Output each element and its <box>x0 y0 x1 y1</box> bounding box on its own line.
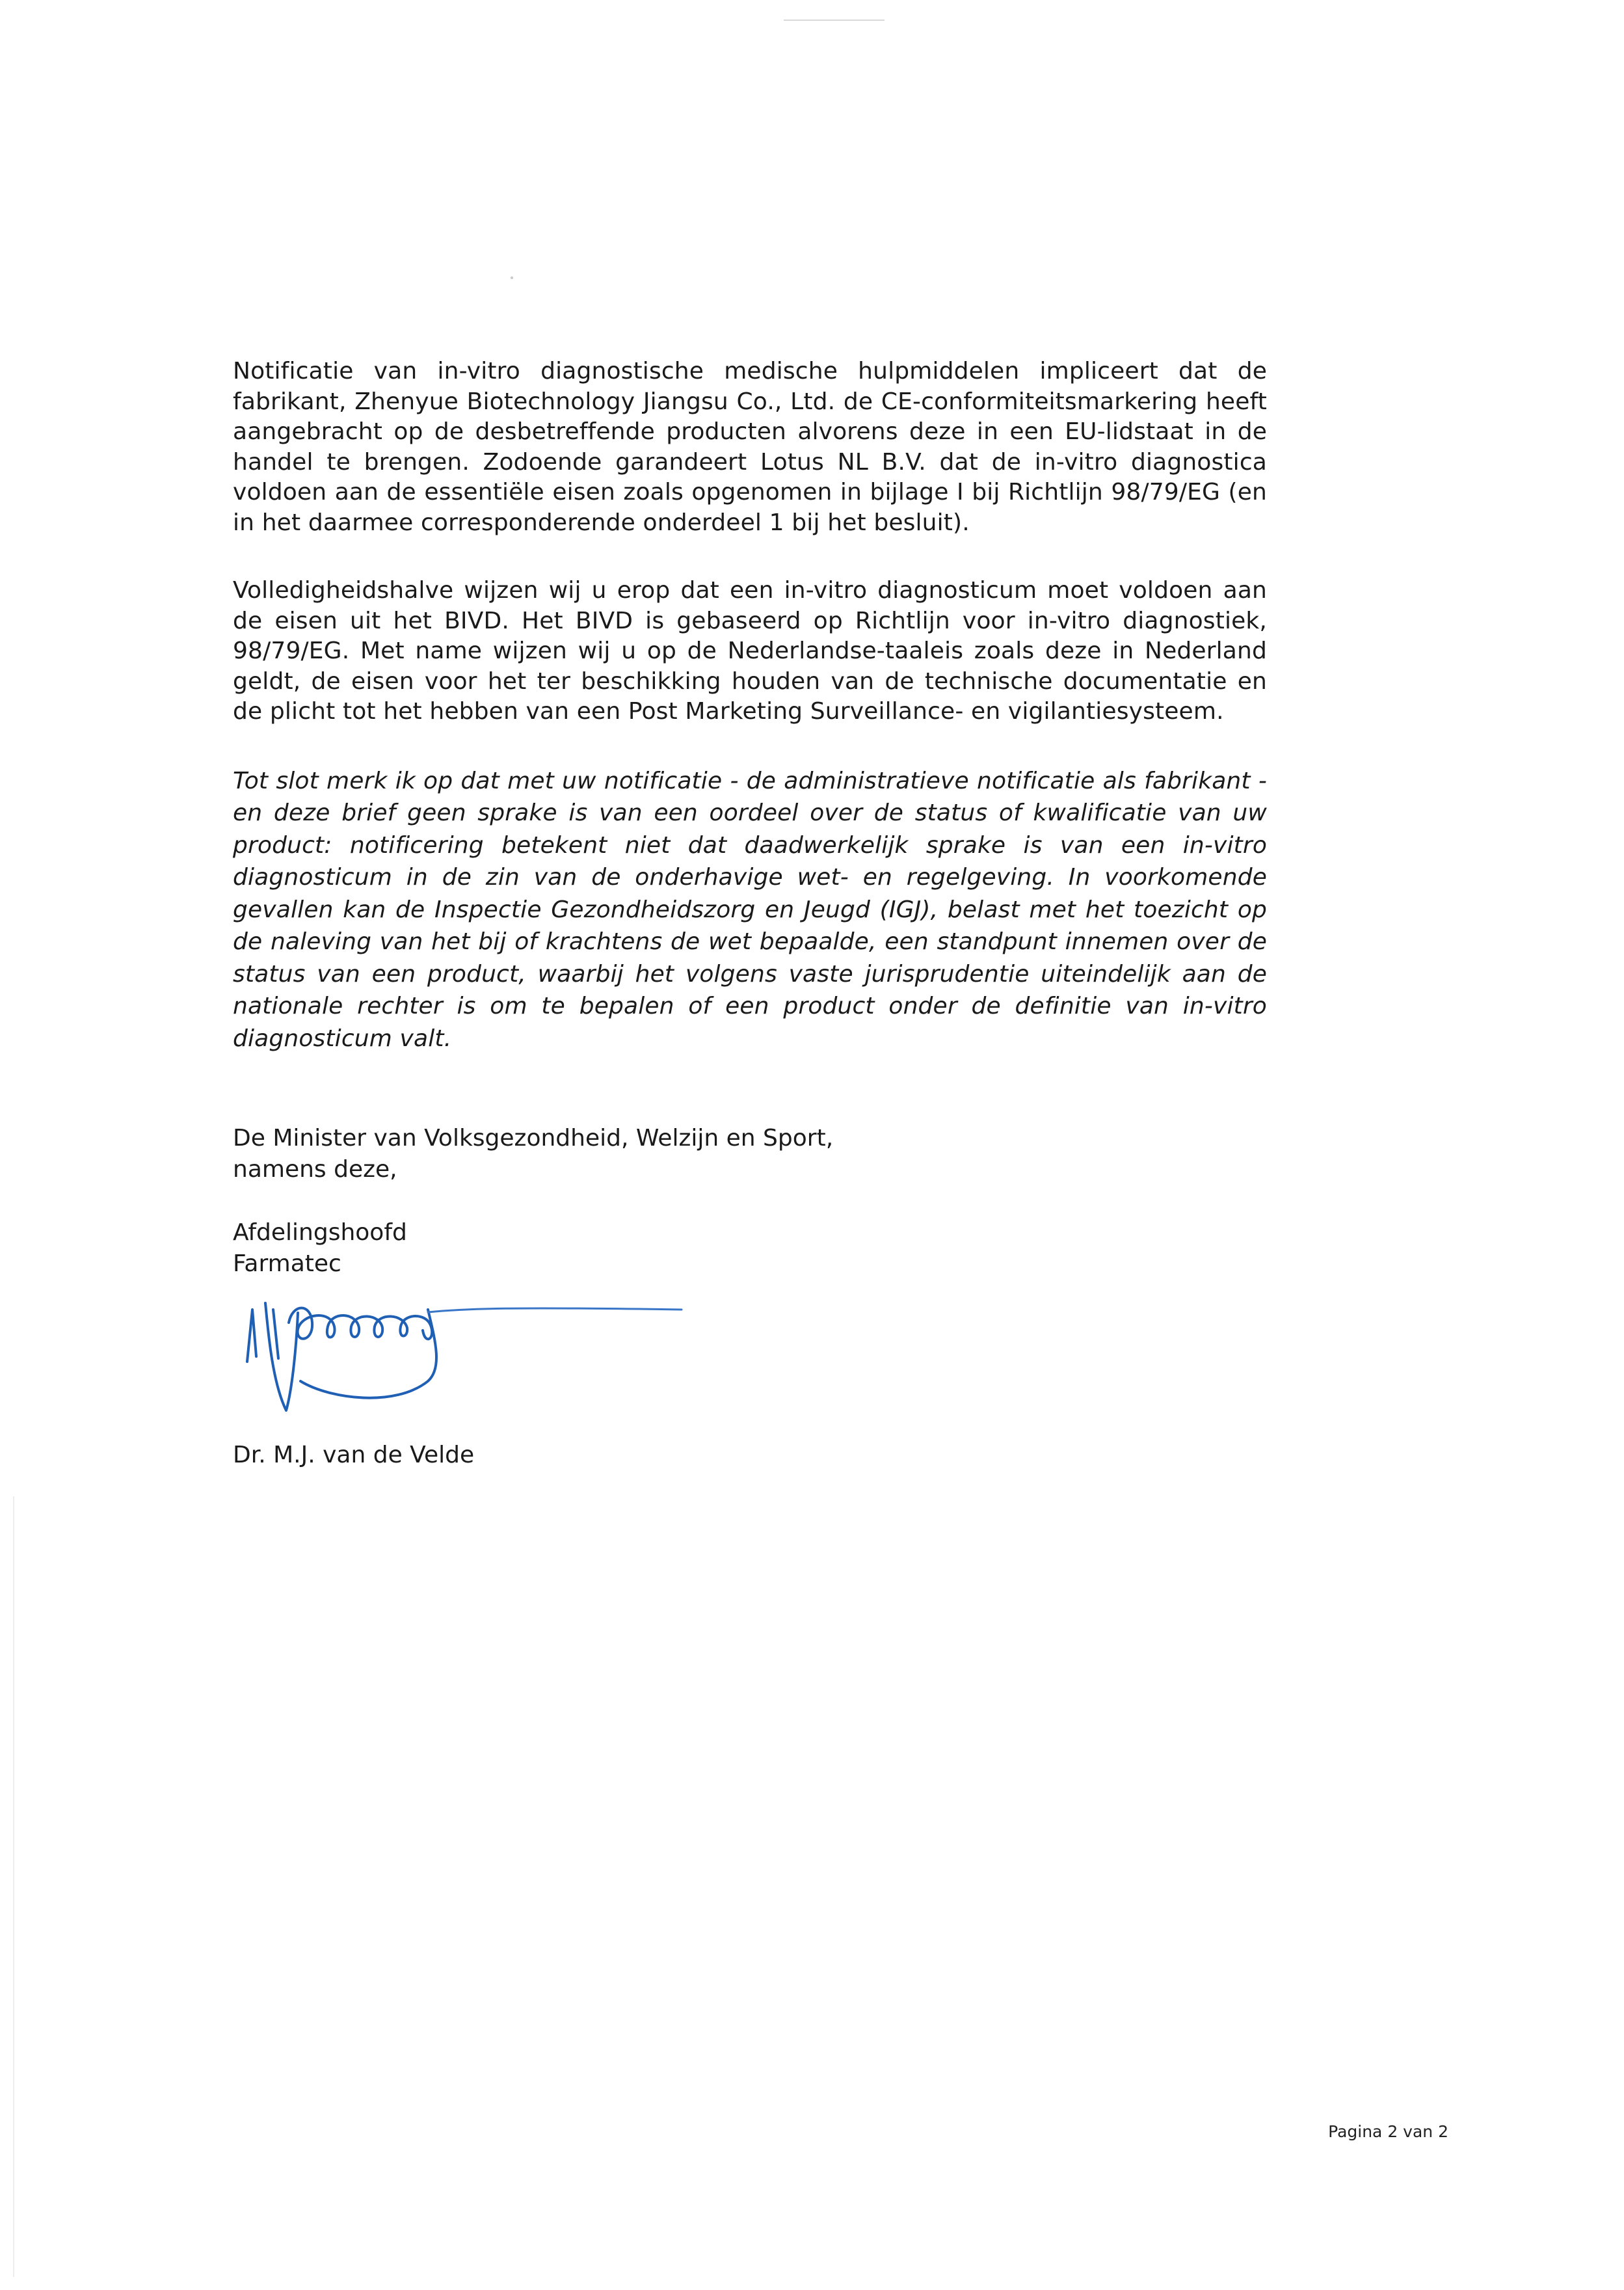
minister-line: De Minister van Volksgezondheid, Welzijn en Sport, <box>233 1125 834 1152</box>
signer-title: Afdelingshoofd <box>233 1219 407 1246</box>
letter-content <box>233 357 1267 1471</box>
signer-unit: Farmatec <box>233 1250 341 1277</box>
scan-artifact-dot <box>511 276 513 279</box>
paragraph-notification: Notificatie van in-vitro diagnostische medische hulpmiddelen impliceert dat de fabrikant, Zhenyue Biotechnology Jiangsu Co., Ltd. de CE-conformiteitsmarkering heeft aangebracht op de desbetreffende producten alvorens deze in een EU-lidstaat in de handel te brengen. Zodoende garandeert Lotus NL B.V. dat de in-vitro diagnostica voldoen aan de essentiële eisen zoals opgenomen in bijlage I bij Richtlijn 98/79/EG (en in het daarmee corresponderende onderdeel 1 bij het besluit). <box>233 358 1267 536</box>
signer-department <box>233 1217 1267 1280</box>
signer-name: Dr. M.J. van de Velde <box>233 1442 475 1468</box>
handwritten-signature-icon <box>233 1284 688 1433</box>
paragraph-disclaimer: Tot slot merk ik op dat met uw notificatie - de administratieve notificatie als fabrikant - en deze brief geen sprake is van een oordeel over de status of kwalificatie van uw product: notificering betekent niet dat daadwerkelijk sprake is van een in-vitro diagnosticum in de zin van de onderhavige wet- en regelgeving. In voorkomende gevallen kan de Inspectie Gezondheidszorg en Jeugd (IGJ), belast met het toezicht op de naleving van het bij of krachtens de wet bepaalde, een standpunt innemen over de status van een product, waarbij het volgens vaste jurisprudentie uiteindelijk aan de nationale rechter is om te bepalen of een product onder de definitie van in-vitro diagnosticum valt. <box>233 767 1267 1052</box>
scan-edge-shadow <box>13 1496 14 2277</box>
page-number: Pagina 2 van 2 <box>1328 2122 1448 2141</box>
paragraph-completeness: Volledigheidshalve wijzen wij u erop dat een in-vitro diagnosticum moet voldoen aan de eisen uit het BIVD. Het BIVD is gebaseerd op Richtlijn voor in-vitro diagnostiek, 98/79/EG. Met name wijzen wij u op de Nederlandse-taaleis zoals deze in Nederland geldt, de eisen voor het ter beschikking houden van de technische documentatie en de plicht tot het hebben van een Post Marketing Surveillance- en vigilantiesysteem. <box>233 577 1267 725</box>
scan-artifact-line <box>784 20 885 21</box>
closing-salutation <box>233 1123 1267 1185</box>
on-behalf-line: namens deze, <box>233 1156 397 1183</box>
